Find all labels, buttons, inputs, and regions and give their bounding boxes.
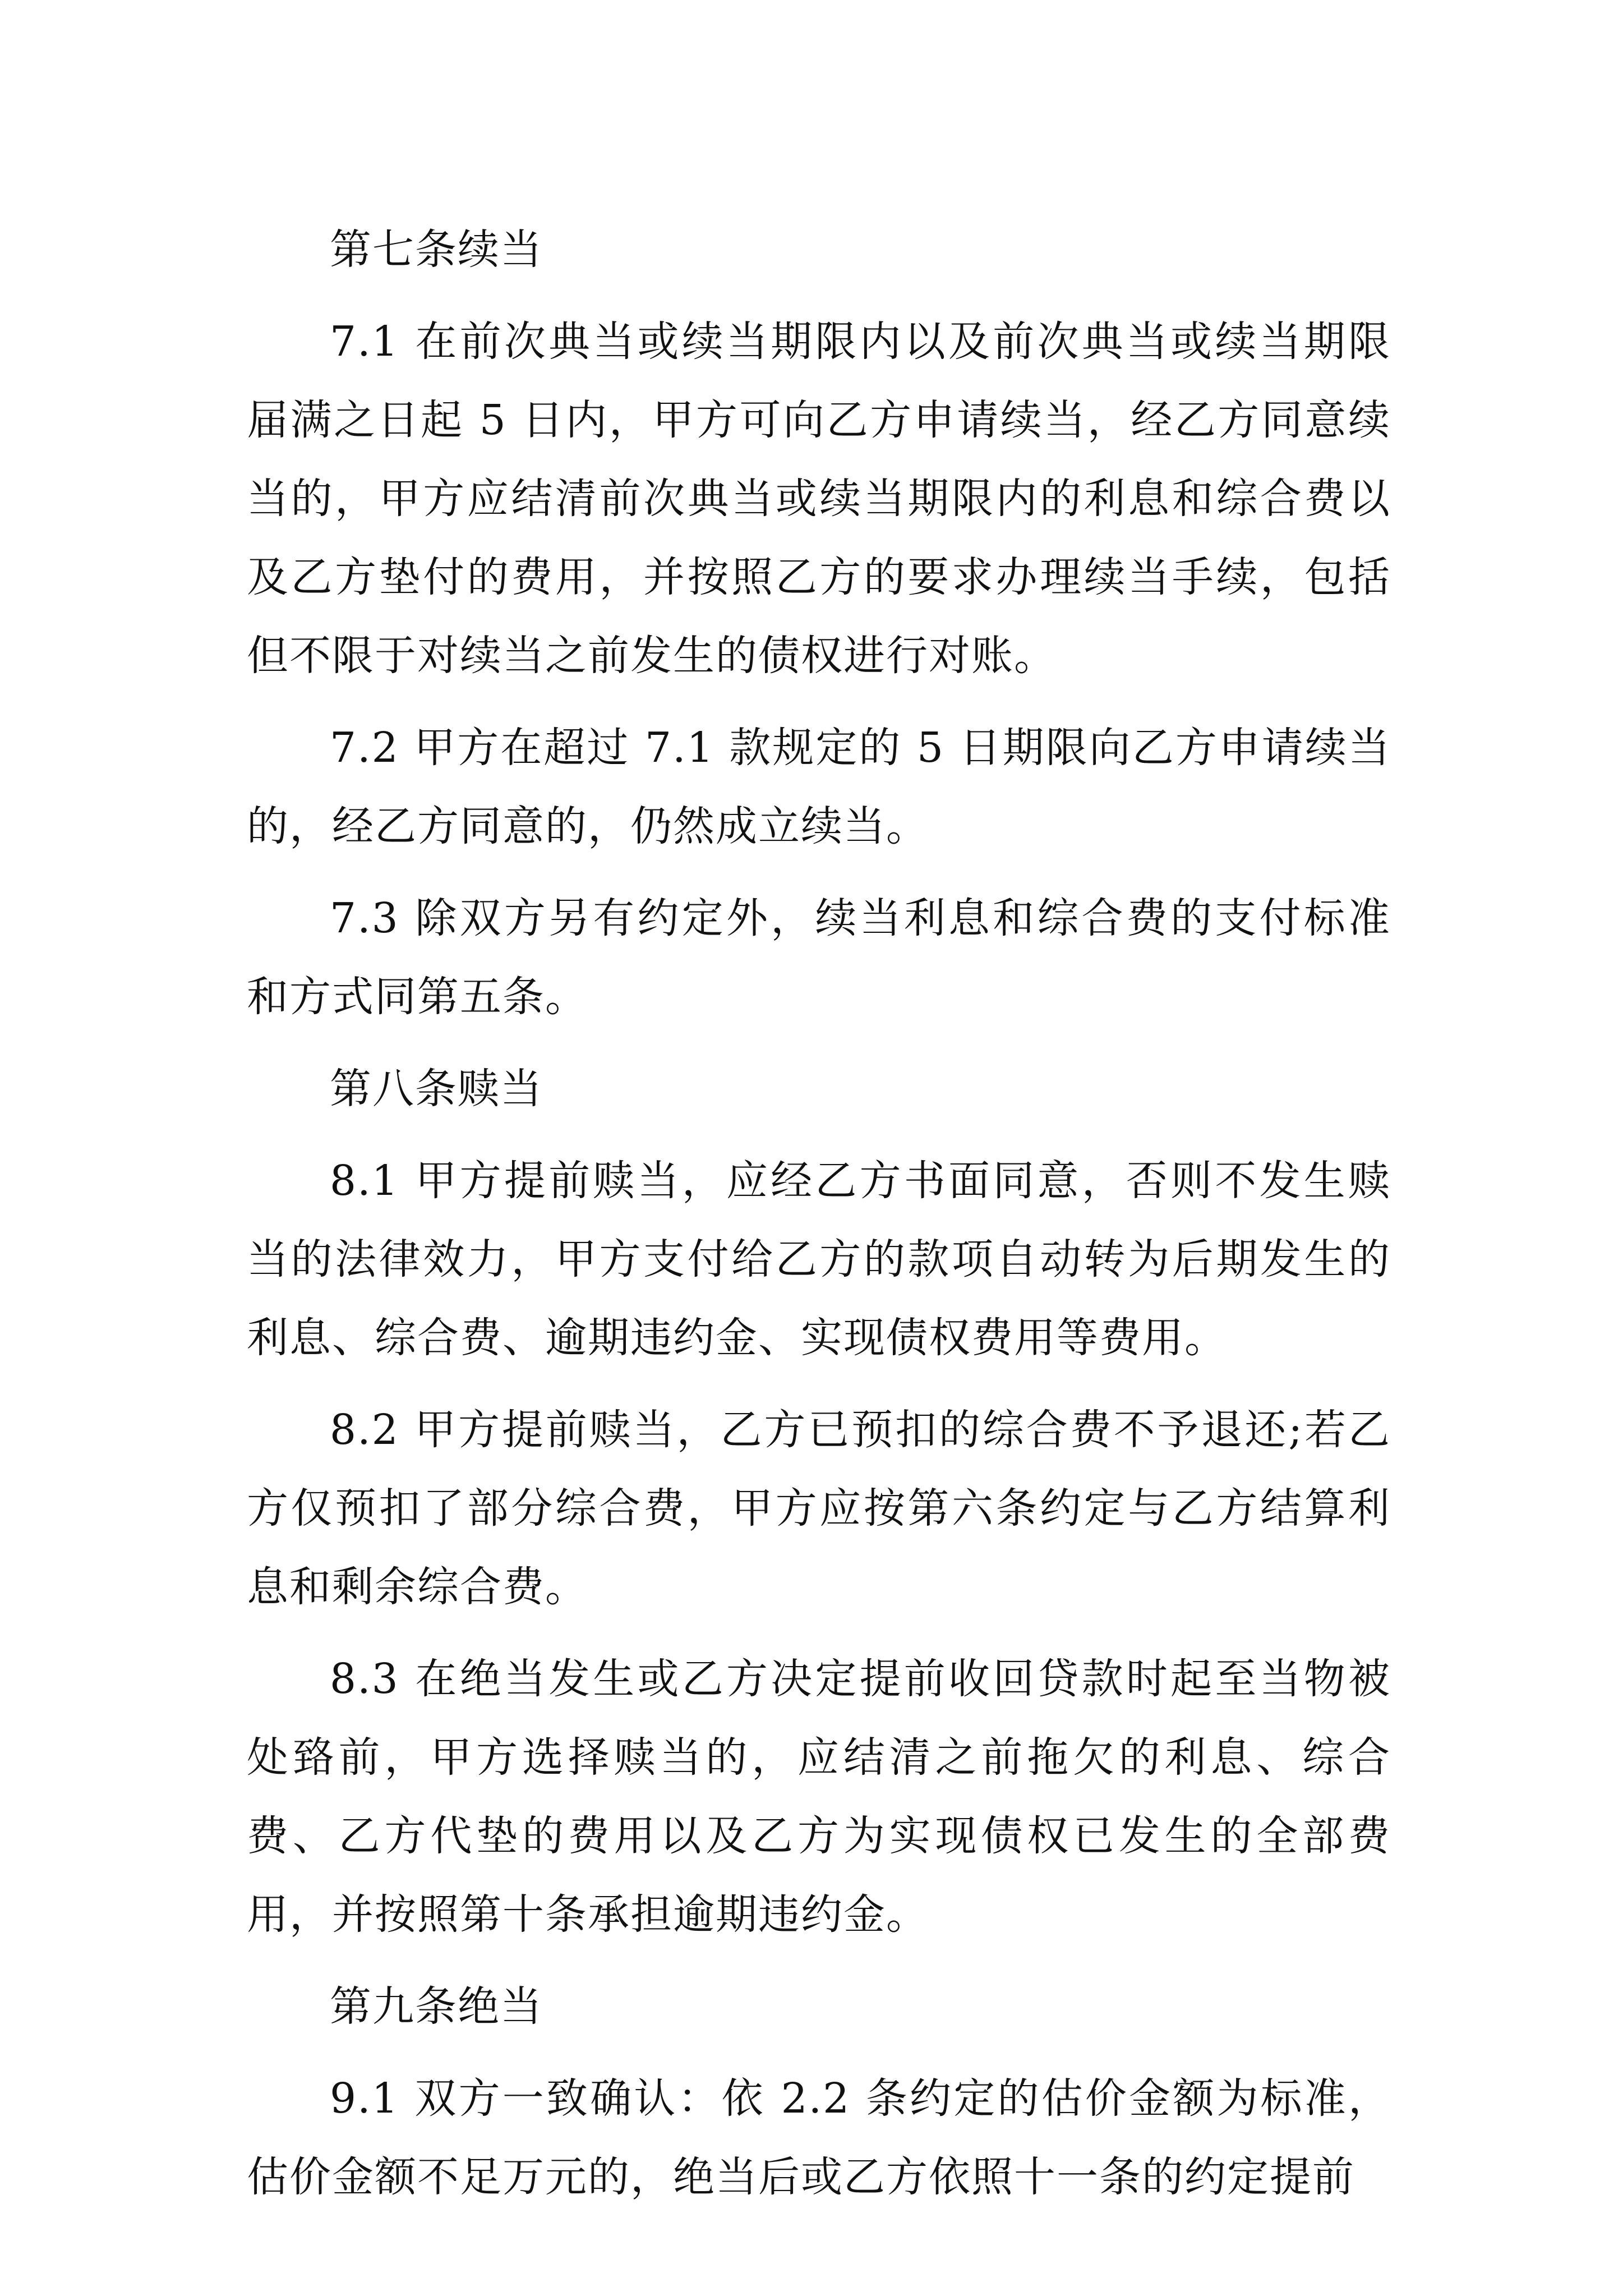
clause-7-3: 7.3 除双方另有约定外，续当利息和综合费的支付标准和方式同第五条。 [247,894,1391,1021]
section-7-heading: 第七条续当 [330,226,543,274]
clause-8-3: 8.3 在绝当发生或乙方决定提前收回贷款时起至当物被处臵前，甲方选择赎当的，应结清之前拖欠的利息、综合费、乙方代垫的费用以及乙方为实现债权已发生的全部费用，并按照第十条承担逾期违约金。 [247,1655,1391,1939]
clause-8-2: 8.2 甲方提前赎当，乙方已预扣的综合费不予退还;若乙方仅预扣了部分综合费，甲方应按第六条约定与乙方结算利息和剩余综合费。 [247,1406,1391,1611]
clause-9-1: 9.1 双方一致确认：依 2.2 条约定的估价金额为标准，估价金额不足万元的，绝当后或乙方依照十一条的约定提前 [247,2074,1391,2201]
section-9-heading: 第九条绝当 [330,1982,543,2031]
clause-8-1: 8.1 甲方提前赎当，应经乙方书面同意，否则不发生赎当的法律效力，甲方支付给乙方的款项自动转为后期发生的利息、综合费、逾期违约金、实现债权费用等费用。 [247,1157,1391,1362]
document-page [247,210,1391,2216]
clause-7-1: 7.1 在前次典当或续当期限内以及前次典当或续当期限届满之日起 5 日内，甲方可向乙方申请续当，经乙方同意续当的，甲方应结清前次典当或续当期限内的利息和综合费以及乙方垫付的费用，并按照乙方的要求办理续当手续，包括但不限于对续当之前发生的债权进行对账。 [247,318,1391,680]
clause-7-2: 7.2 甲方在超过 7.1 款规定的 5 日期限向乙方申请续当的，经乙方同意的，仍然成立续当。 [247,724,1391,850]
section-8-heading: 第八条赎当 [330,1065,543,1113]
